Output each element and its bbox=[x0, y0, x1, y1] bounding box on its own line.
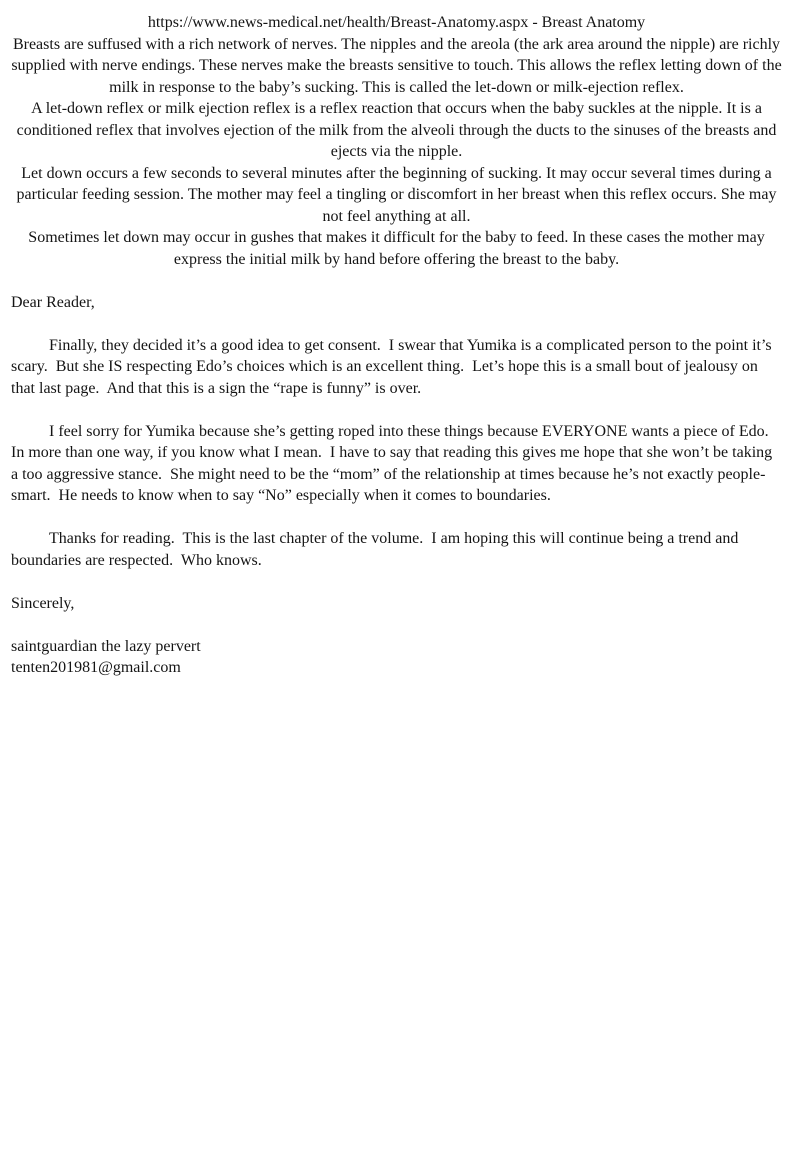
letter-paragraph-1: Finally, they decided it’s a good idea to get consent. I swear that Yumika is a complicated person to the point it’s scary. But she IS respecting Edo’s choices which is an excellent thing. Let’s hope this is a small bout of jealousy on that last page. And that this is a sign the “rape is funny” is over. bbox=[11, 336, 776, 397]
signature-block bbox=[11, 636, 782, 679]
source-url-title: https://www.news-medical.net/health/Breast-Anatomy.aspx - Breast Anatomy bbox=[147, 14, 646, 31]
anatomy-paragraph-1: Breasts are suffused with a rich network of nerves. The nipples and the areola (the ark area around the nipple) are richly supplied with nerve endings. These nerves make the breasts sensitive to touch. This allows the reflex letting down of the milk in response to the baby’s sucking. This is called the let-down or milk-ejection reflex. bbox=[11, 35, 782, 96]
anatomy-excerpt-block bbox=[11, 12, 782, 270]
anatomy-paragraph-4: Sometimes let down may occur in gushes that makes it difficult for the baby to feed. In these cases the mother may express the initial milk by hand before offering the breast to the baby. bbox=[28, 229, 765, 268]
anatomy-paragraph-3: Let down occurs a few seconds to several minutes after the beginning of sucking. It may occur several times during a particular feeding session. The mother may feel a tingling or discomfort in her breast when this reflex occurs. She may not feel anything at all. bbox=[16, 164, 777, 225]
signature-name: saintguardian the lazy pervert bbox=[11, 637, 201, 655]
letter-salutation: Dear Reader, bbox=[11, 293, 95, 311]
letter-paragraph-2: I feel sorry for Yumika because she’s getting roped into these things because EVERYONE wants a piece of Edo. In more than one way, if you know what I mean. I have to say that reading this gives me hope that she won’t be taking a too aggressive stance. She might need to be the “mom” of the relationship at times because he’s not exactly people-smart. He needs to know when to say “No” especially when it comes to boundaries. bbox=[11, 422, 777, 504]
reader-letter bbox=[11, 292, 782, 679]
anatomy-paragraph-2: A let-down reflex or milk ejection reflex is a reflex reaction that occurs when the baby suckles at the nipple. It is a conditioned reflex that involves ejection of the milk from the alveoli through the ducts to the sinuses of the breasts and ejects via the nipple. bbox=[16, 100, 777, 160]
letter-paragraph-3: Thanks for reading. This is the last chapter of the volume. I am hoping this will continue being a trend and boundaries are respected. Who knows. bbox=[11, 530, 743, 569]
signature-email: tenten201981@gmail.com bbox=[11, 659, 181, 676]
letter-closing: Sincerely, bbox=[11, 594, 75, 612]
